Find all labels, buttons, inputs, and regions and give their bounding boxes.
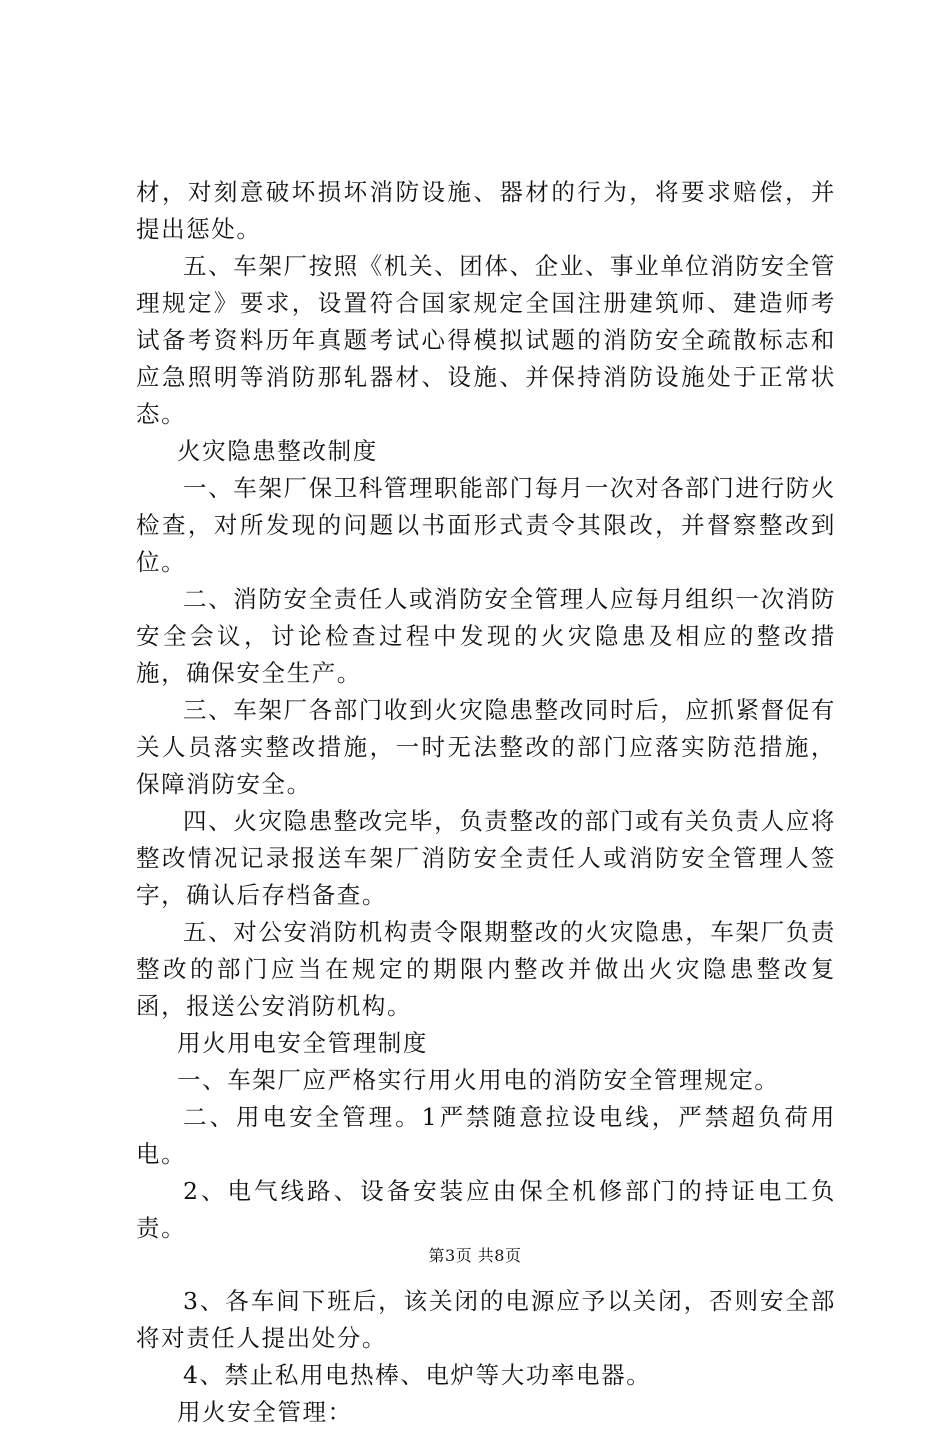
paragraph-item-2-electricity-management: 二、用电安全管理。1严禁随意拉设电线，严禁超负荷用电。: [136, 1103, 836, 1168]
paragraph-item-5-police-deadline: 五、对公安消防机构责令限期整改的火灾隐患，车架厂负责整改的部门应当在规定的期限内整改并做出火灾隐患整改复函，报送公安消防机构。: [136, 918, 836, 1020]
paragraph-item-2-safety-meeting: 二、消防安全责任人或消防安全管理人应每月组织一次消防安全会议，讨论检查过程中发现的火灾隐患及相应的整改措施，确保安全生产。: [136, 585, 836, 687]
paragraph-item-3-power-off: 3、各车间下班后，该关闭的电源应予以关闭，否则安全部将对责任人提出处分。: [136, 1287, 836, 1352]
paragraph-continuation: 材，对刻意破坏损坏消防设施、器材的行为，将要求赔偿，并提出惩处。: [136, 178, 836, 243]
paragraph-fire-use-management: 用火安全管理：: [177, 1398, 353, 1426]
paragraph-item-5-safety-signs: 五、车架厂按照《机关、团体、企业、事业单位消防安全管理规定》要求，设置符合国家规定全国注册建筑师、建造师考试备考资料历年真题考试心得模拟试题的消防安全疏散标志和应急照明等消防那轧器材、设施、并保持消防设施处于正常状态。: [136, 252, 836, 428]
section-heading-fire-hazard-rectification: 火灾隐患整改制度: [177, 437, 378, 465]
page-number-footer: 第3页 共8页: [428, 1246, 522, 1265]
paragraph-item-1-strict-rules: 一、车架厂应严格实行用火用电的消防安全管理规定。: [177, 1066, 780, 1094]
paragraph-item-1-inspection: 一、车架厂保卫科管理职能部门每月一次对各部门进行防火检查，对所发现的问题以书面形式责令其限改，并督察整改到位。: [136, 474, 836, 576]
paragraph-item-2-wiring: 2、电气线路、设备安装应由保全机修部门的持证电工负责。: [136, 1177, 836, 1242]
paragraph-item-3-rectification-notice: 三、车架厂各部门收到火灾隐患整改同时后，应抓紧督促有关人员落实整改措施，一时无法整改的部门应落实防范措施，保障消防安全。: [136, 696, 836, 798]
section-heading-fire-electricity-management: 用火用电安全管理制度: [177, 1029, 428, 1057]
paragraph-item-4-record-report: 四、火灾隐患整改完毕，负责整改的部门或有关负责人应将整改情况记录报送车架厂消防安全责任人或消防安全管理人签字，确认后存档备查。: [136, 807, 836, 909]
paragraph-item-4-high-power-ban: 4、禁止私用电热棒、电炉等大功率电器。: [183, 1361, 652, 1389]
